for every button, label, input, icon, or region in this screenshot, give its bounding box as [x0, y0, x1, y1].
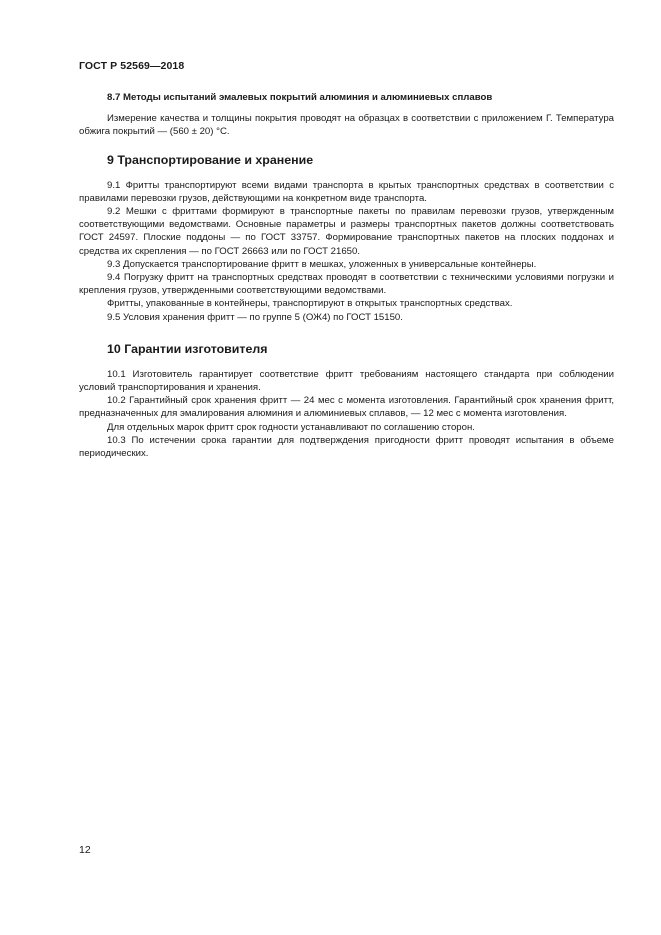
paragraph-9-2: 9.2 Мешки с фриттами формируют в транспортные пакеты по правилам перевозки грузов, утвержденным соответствующими ведомствами. Основные параметры и размеры транспортных пакетов должны соответствовать ГОСТ 24597. Плоские поддоны — по ГОСТ 33757. Формирование транспортных пакетов на плоских поддонах и средства их скрепления — по ГОСТ 26663 или по ГОСТ 21650. [79, 206, 614, 257]
paragraph-10-1: 10.1 Изготовитель гарантирует соответствие фритт требованиям настоящего стандарта при соблюдении условий транспортирования и хранения. [79, 368, 614, 394]
paragraph-10-2: 10.2 Гарантийный срок хранения фритт — 24 мес с момента изготовления. Гарантийный срок хранения фритт, предназначенных для эмалирования алюминия и алюминиевых сплавов, — 12 мес с момента изготовления. [79, 395, 614, 420]
paragraph-9-1: 9.1 Фритты транспортируют всеми видами транспорта в крытых транспортных средствах в соответствии с правилами перевозки грузов, действующими на конкретном виде транспорта. [79, 179, 614, 204]
page-number: 12 [79, 844, 91, 856]
section-heading-9: 9 Транспортирование и хранение [107, 152, 314, 167]
paragraph-9-4-note: Фритты, упакованные в контейнеры, транспортируют в открытых транспортных средствах. [107, 298, 513, 310]
subsection-heading-8-7: 8.7 Методы испытаний эмалевых покрытий алюминия и алюминиевых сплавов [107, 92, 493, 103]
paragraph-8-7-1: Измерение качества и толщины покрытия проводят на образцах в соответствии с приложением Г. Температура обжига покрытий — (560 ± 20) °С. [79, 113, 614, 138]
section-heading-10: 10 Гарантии изготовителя [107, 341, 268, 356]
paragraph-10-2-note: Для отдельных марок фритт срок годности устанавливают по соглашению сторон. [107, 421, 475, 433]
paragraph-9-5: 9.5 Условия хранения фритт — по группе 5 (ОЖ4) по ГОСТ 15150. [107, 311, 403, 323]
document-body [79, 91, 614, 460]
paragraph-9-3: 9.3 Допускается транспортирование фритт в мешках, уложенных в универсальные контейнеры. [107, 258, 537, 270]
paragraph-9-4: 9.4 Погрузку фритт на транспортных средствах проводят в соответствии с техническими условиями погрузки и крепления грузов, утвержденными соответствующими ведомствами. [79, 272, 614, 297]
paragraph-10-3: 10.3 По истечении срока гарантии для подтверждения пригодности фритт проводят испытания в объеме периодических. [79, 434, 614, 460]
document-header: ГОСТ Р 52569—2018 [79, 60, 185, 72]
